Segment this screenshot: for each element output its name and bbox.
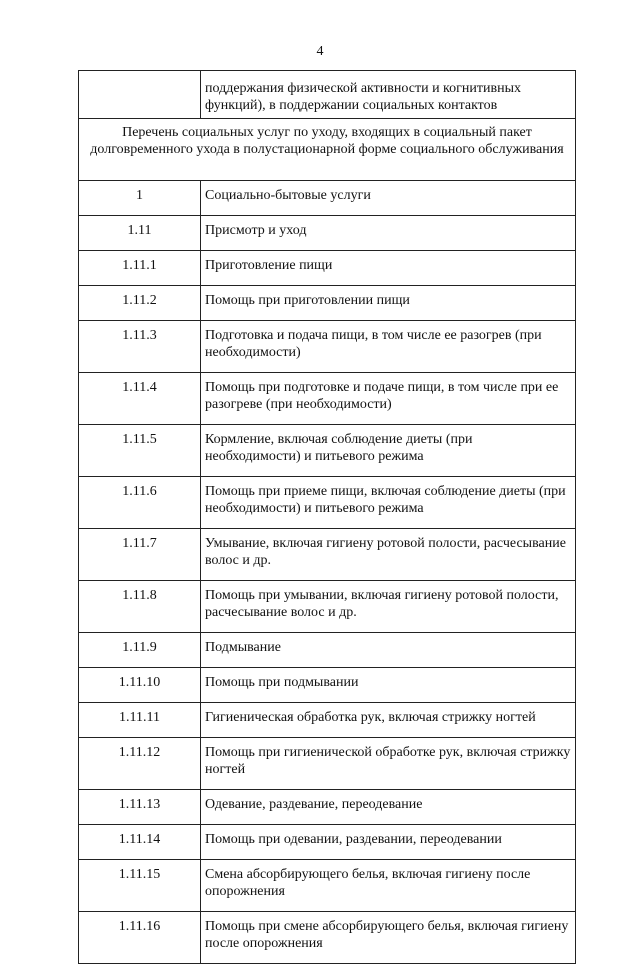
service-code: 1.11.7 bbox=[79, 529, 201, 581]
service-name: Помощь при умывании, включая гигиену ротовой полости, расчесывание волос и др. bbox=[201, 581, 576, 633]
continuation-text: поддержания физической активности и когнитивных функций), в поддержании социальных контактов bbox=[201, 71, 576, 119]
table-row bbox=[79, 912, 576, 964]
service-name: Помощь при одевании, раздевании, переодевании bbox=[201, 825, 576, 860]
service-name: Приготовление пищи bbox=[201, 251, 576, 286]
service-name: Помощь при подготовке и подаче пищи, в том числе при ее разогреве (при необходимости) bbox=[201, 373, 576, 425]
continuation-left-cell bbox=[79, 71, 201, 119]
service-name: Помощь при подмывании bbox=[201, 668, 576, 703]
services-table-body bbox=[79, 71, 576, 964]
service-name: Умывание, включая гигиену ротовой полости, расчесывание волос и др. bbox=[201, 529, 576, 581]
continuation-row bbox=[79, 71, 576, 119]
table-row bbox=[79, 860, 576, 912]
service-name: Одевание, раздевание, переодевание bbox=[201, 790, 576, 825]
service-code: 1.11.9 bbox=[79, 633, 201, 668]
table-row bbox=[79, 790, 576, 825]
page-number: 4 bbox=[316, 44, 324, 59]
service-name: Подготовка и подача пищи, в том числе ее разогрев (при необходимости) bbox=[201, 321, 576, 373]
service-code: 1.11.13 bbox=[79, 790, 201, 825]
table-row bbox=[79, 286, 576, 321]
table-row bbox=[79, 425, 576, 477]
service-code: 1.11 bbox=[79, 216, 201, 251]
table-row bbox=[79, 668, 576, 703]
service-name: Гигиеническая обработка рук, включая стрижку ногтей bbox=[201, 703, 576, 738]
service-code: 1.11.16 bbox=[79, 912, 201, 964]
table-row bbox=[79, 181, 576, 216]
table-row bbox=[79, 251, 576, 286]
service-name: Подмывание bbox=[201, 633, 576, 668]
table-row bbox=[79, 529, 576, 581]
table-row bbox=[79, 581, 576, 633]
service-name: Помощь при гигиенической обработке рук, включая стрижку ногтей bbox=[201, 738, 576, 790]
service-code: 1.11.2 bbox=[79, 286, 201, 321]
table-row bbox=[79, 321, 576, 373]
service-code: 1.11.3 bbox=[79, 321, 201, 373]
section-header-row bbox=[79, 119, 576, 181]
service-code: 1.11.14 bbox=[79, 825, 201, 860]
service-code: 1 bbox=[79, 181, 201, 216]
table-row bbox=[79, 738, 576, 790]
service-name: Помощь при приготовлении пищи bbox=[201, 286, 576, 321]
service-code: 1.11.8 bbox=[79, 581, 201, 633]
table-row bbox=[79, 633, 576, 668]
service-code: 1.11.10 bbox=[79, 668, 201, 703]
service-name: Помощь при приеме пищи, включая соблюдение диеты (при необходимости) и питьевого режима bbox=[201, 477, 576, 529]
table-row bbox=[79, 825, 576, 860]
table-row bbox=[79, 373, 576, 425]
services-table bbox=[78, 70, 576, 964]
service-code: 1.11.5 bbox=[79, 425, 201, 477]
service-name: Помощь при смене абсорбирующего белья, включая гигиену после опорожнения bbox=[201, 912, 576, 964]
section-header: Перечень социальных услуг по уходу, входящих в социальный пакет долговременного ухода в полустационарной форме социального обслуживания bbox=[79, 119, 576, 181]
table-row bbox=[79, 703, 576, 738]
service-name: Смена абсорбирующего белья, включая гигиену после опорожнения bbox=[201, 860, 576, 912]
service-name: Кормление, включая соблюдение диеты (при необходимости) и питьевого режима bbox=[201, 425, 576, 477]
service-code: 1.11.12 bbox=[79, 738, 201, 790]
service-code: 1.11.6 bbox=[79, 477, 201, 529]
service-name: Социально-бытовые услуги bbox=[201, 181, 576, 216]
service-name: Присмотр и уход bbox=[201, 216, 576, 251]
service-code: 1.11.11 bbox=[79, 703, 201, 738]
table-row bbox=[79, 477, 576, 529]
service-code: 1.11.15 bbox=[79, 860, 201, 912]
table-row bbox=[79, 216, 576, 251]
service-code: 1.11.4 bbox=[79, 373, 201, 425]
service-code: 1.11.1 bbox=[79, 251, 201, 286]
